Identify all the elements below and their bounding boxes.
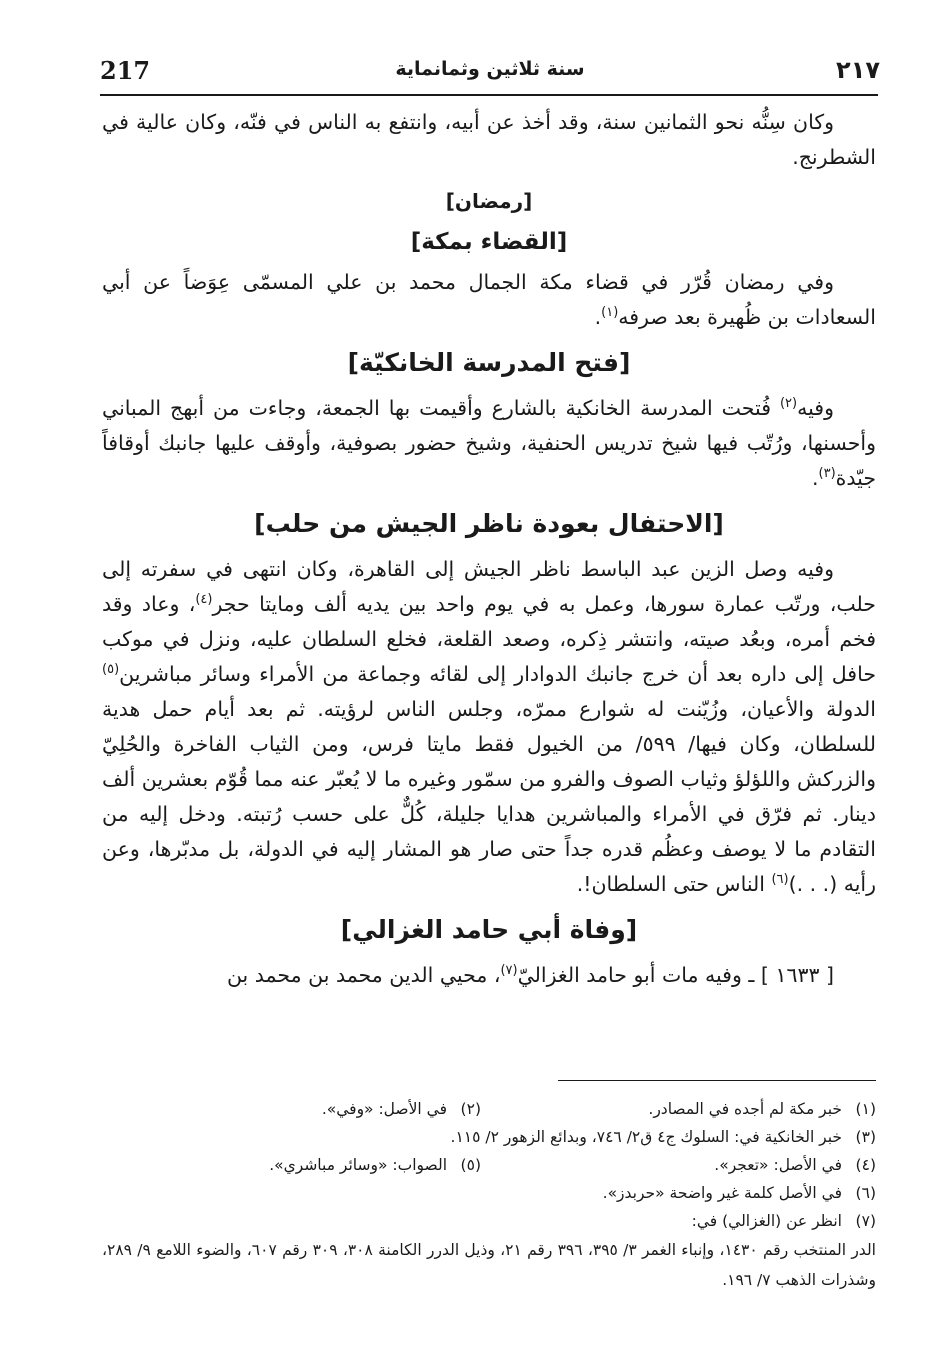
paragraph-ghazali-end: ، محيي الدين محمد بن محمد بن [226, 963, 501, 987]
paragraph-jaysh-text-a: وفيه وصل الزين عبد الباسط ناظر الجيش إلى القاهرة، وكان انتهى في سفرته إلى حلب، ورتّب عمارة سورها، وعمل به في يوم واحد بين يديه ألف ومايتا حجر [102, 557, 876, 616]
footnote-ref-4[interactable]: (٤) [195, 592, 213, 608]
footnote-6 [603, 1179, 876, 1207]
footnote-text: في الأصل كلمة غير واضحة «حربدز». [602, 1184, 842, 1202]
footnote-7-references: الدر المنتخب رقم ١٤٣٠، وإنباء الغمر ٣/ ٣٩٥، ٣٩٦ رقم ٢١، وذيل الدرر الكامنة ٣٠٨، ٣٠٩ رقم ٦٠٧، والضوء اللامع ٩/ ٢٨٩، وشذرات الذهب ٧/ ١٩٦. [102, 1241, 876, 1289]
heading-qadaa: [القضاء بمكة] [410, 229, 568, 255]
footnote-text: في الأصل: «وفي». [321, 1100, 447, 1118]
footnote-row [102, 1123, 876, 1151]
footnote-number: (٧) [855, 1212, 876, 1230]
heading-ghazali: [وفاة أبي حامد الغزالي] [340, 915, 638, 944]
paragraph-jaysh-text-d: الناس حتى السلطان!. [576, 872, 772, 896]
footnote-5 [269, 1151, 481, 1179]
footnote-number: (٣) [855, 1128, 876, 1146]
heading-ramadan: [رمضان] [445, 189, 533, 213]
paragraph-ghazali-text: ـ وفيه مات أبو حامد الغزاليّ [517, 963, 761, 987]
paragraph-jaysh [102, 552, 876, 902]
footnote-number: (٢) [460, 1100, 481, 1118]
footnote-ref-7[interactable]: (٧) [500, 963, 518, 979]
heading-madrasa: [فتح المدرسة الخانكيّة] [347, 348, 631, 377]
footnote-4 [481, 1151, 876, 1179]
footnote-number: (٤) [855, 1156, 876, 1174]
paragraph-ghazali [102, 958, 876, 993]
header-rule [100, 94, 878, 96]
paragraph-jaysh-text-c: الدولة والأعيان، وزُيّنت له شوارع ممرّه، وجلس الناس لرؤيته. ثم بعد أيام حمل هدية للسلطان، وكان فيها/ ٥٩٩/ من الخيول فقط مايتا فرس، ومن الثياب الفاخرة والحُلِيّ والزركش واللؤلؤ وثياب الصوف والفرو من سمّور وغيره ما لا يُعبّر عنه مما قُوّم بعشرين ألف دينار. ثم فرّق في الأمراء والمباشرين هدايا جليلة، كُلٌّ على حسب رُتبته. ودخل إليه من التقادم ما لا يوصف وعظُم قدره جداً حتى صار هو المشار إليه في الدولة، بل مدبّرها، وعن رأيه (. . .) [102, 697, 877, 896]
footnote-ref-1[interactable]: (١) [601, 305, 619, 321]
paragraph-madrasa-text: فُتحت المدرسة الخانكية بالشارع وأقيمت بها الجمعة، وجاءت من أبهج المباني وأحسنها، ورُتّب فيها شيخ تدريس الحنفية، وشيخ حضور بصوفية، وأوقف عليها جانبك أوقافاً جيّدة [102, 396, 876, 490]
footnote-row [102, 1207, 876, 1235]
main-text [102, 105, 876, 993]
footnote-1 [481, 1095, 876, 1123]
footnote-rule [558, 1080, 876, 1081]
paragraph-madrasa-start: وفيه [797, 396, 834, 420]
footnotes [102, 1095, 876, 1295]
footnote-ref-2[interactable]: (٢) [779, 396, 798, 412]
footnote-row [102, 1151, 876, 1179]
footnote-3 [451, 1123, 876, 1151]
entry-number: [ ١٦٣٣ ] [760, 963, 834, 987]
footnote-text: انظر عن (الغزالي) في: [691, 1212, 842, 1230]
paragraph-jaysh-text-b: ، وعاد وقد فخم أمره، وبعُد صيته، وانتشر ذِكره، وصعد القلعة، فخلع السلطان عليه، ونزل في موكب حافل إلى داره بعد أن خرج جانبك الدوادار إلى لقائه وجماعة من الأمراء وسائر مباشرين [102, 592, 876, 686]
paragraph-madrasa-end: . [811, 466, 819, 490]
footnote-row [102, 1095, 876, 1123]
footnote-2 [322, 1095, 481, 1123]
footnote-ref-5[interactable]: (٥) [102, 662, 120, 678]
footnote-number: (٥) [460, 1156, 481, 1174]
page-header [100, 52, 880, 92]
footnote-number: (١) [855, 1100, 876, 1118]
paragraph-madrasa [102, 391, 876, 496]
footnote-text: في الأصل: «تعجر». [714, 1156, 842, 1174]
footnote-7 [692, 1207, 876, 1235]
footnote-number: (٦) [855, 1184, 876, 1202]
page-number-latin: 217 [100, 56, 151, 85]
footnote-text: خبر مكة لم أجده في المصادر. [648, 1100, 842, 1118]
heading-jaysh: [الاحتفال بعودة ناظر الجيش من حلب] [254, 509, 724, 538]
running-title: سنة ثلاثين وثمانماية [395, 58, 585, 80]
paragraph-intro-text: وكان سِنُّه نحو الثمانين سنة، وقد أخذ عن أبيه، وانتفع به الناس في فنّه، وكان عالية في الشطرنج. [102, 110, 876, 169]
paragraph-qadaa [102, 265, 876, 335]
page-number-arabic: ٢١٧ [836, 56, 880, 84]
footnote-ref-6[interactable]: (٦) [771, 872, 789, 888]
paragraph-intro [102, 105, 876, 175]
paragraph-qadaa-end: . [594, 305, 602, 329]
footnote-ref-3[interactable]: (٣) [818, 466, 836, 482]
paragraph-qadaa-text: وفي رمضان قُرّر في قضاء مكة الجمال محمد بن علي المسمّى عِوَضاً عن أبي السعادات بن ظُهيرة بعد صرفه [102, 270, 876, 329]
footnote-text: خبر الخانكية في: السلوك ج٤ ق٢/ ٧٤٦، وبدائع الزهور ٢/ ١١٥. [450, 1128, 842, 1146]
footnote-text: الصواب: «وسائر مباشري». [269, 1156, 447, 1174]
footnote-row [102, 1179, 876, 1207]
